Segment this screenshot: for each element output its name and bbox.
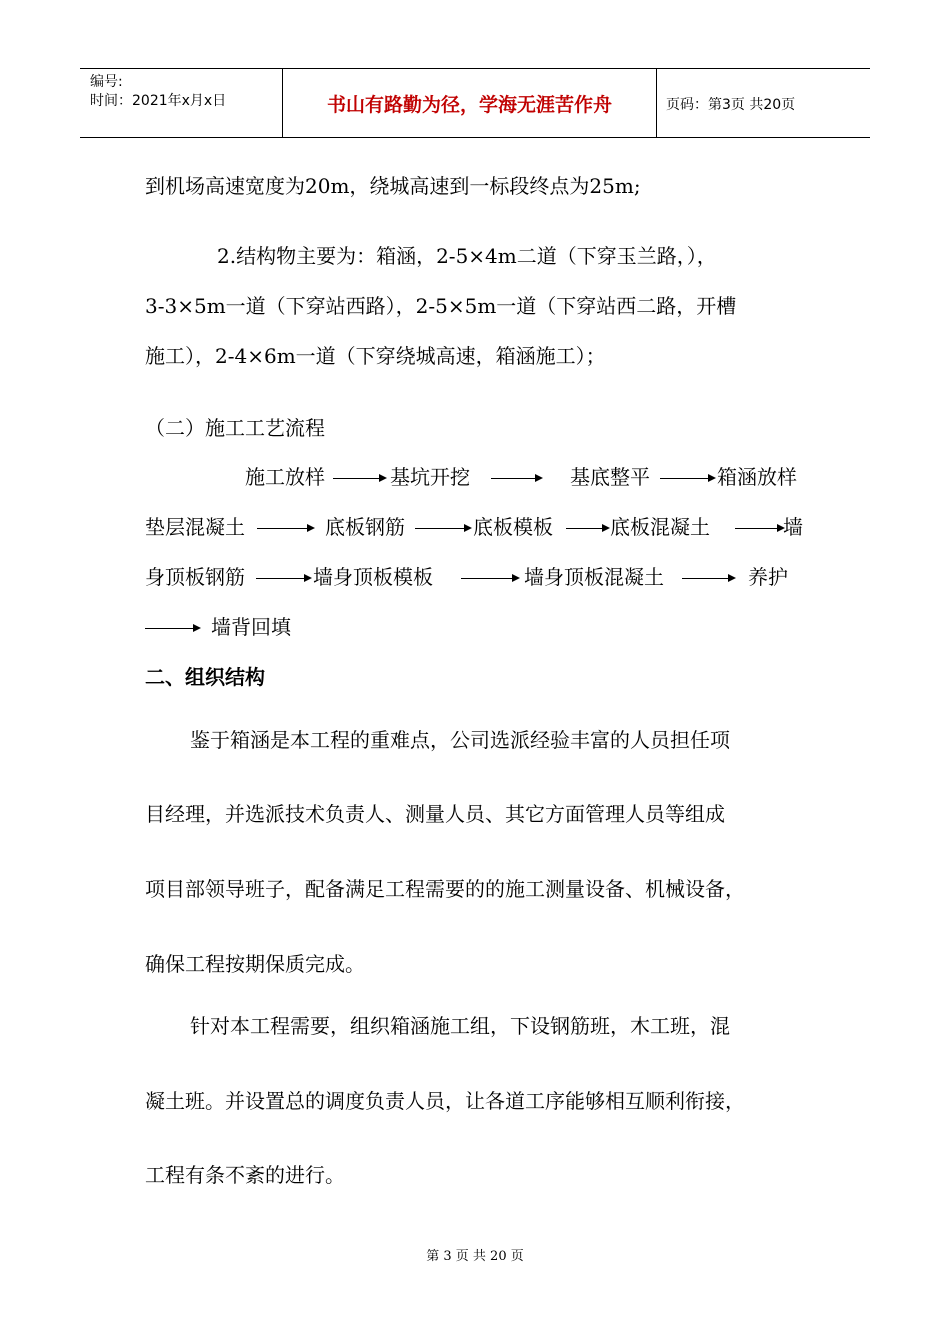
section-heading: 二、组织结构 <box>145 665 265 689</box>
flow-step: 墙 <box>783 515 803 539</box>
flow-step: 底板钢筋 <box>325 515 405 539</box>
flow-step: 施工放样 <box>245 465 325 489</box>
flow-step: 身顶板钢筋 <box>145 565 245 589</box>
paragraph-line: 凝土班。并设置总的调度负责人员，让各道工序能够相互顺利衔接， <box>145 1089 745 1113</box>
page-footer: 第 3 页 共 20 页 <box>426 1249 524 1264</box>
flow-step: 墙身顶板混凝土 <box>524 565 664 589</box>
flow-step: 箱涵放样 <box>717 465 797 489</box>
body-line: 3-3×5m一道（下穿站西路），2-5×5m一道（下穿站西二路，开槽 <box>145 294 737 318</box>
header-divider <box>656 69 657 137</box>
header-motto: 书山有路勤为径，学海无涯苦作舟 <box>326 94 612 116</box>
body-line: 施工），2-4×6m一道（下穿绕城高速，箱涵施工）； <box>145 344 606 368</box>
flow-arrow <box>682 578 734 579</box>
flow-arrow <box>491 478 541 479</box>
flow-step: 垫层混凝土 <box>145 515 245 539</box>
flow-step: 墙背回填 <box>211 615 291 639</box>
paragraph-line: 工程有条不紊的进行。 <box>145 1163 345 1187</box>
flow-arrow <box>257 528 313 529</box>
body-line: 到机场高速宽度为20m，绕城高速到一标段终点为25m; <box>145 174 641 198</box>
flow-arrow <box>461 578 518 579</box>
flow-arrow <box>735 528 783 529</box>
paragraph-line: 针对本工程需要，组织箱涵施工组，下设钢筋班，木工班，混 <box>190 1014 730 1038</box>
paragraph-line: 项目部领导班子，配备满足工程需要的的施工测量设备、机械设备， <box>145 877 745 901</box>
flow-arrow <box>660 478 714 479</box>
body-line: 2.结构物主要为：箱涵，2-5×4m二道（下穿玉兰路，）， <box>217 244 717 268</box>
doc-number-label: 编号: <box>90 74 123 90</box>
header-left-cell <box>90 73 226 111</box>
doc-time: 时间：2021年x月x日 <box>90 93 227 109</box>
flow-step: 墙身顶板模板 <box>313 565 433 589</box>
flow-step: 底板模板 <box>473 515 553 539</box>
flow-step: 基坑开挖 <box>390 465 470 489</box>
subheading: （二）施工工艺流程 <box>145 416 325 440</box>
paragraph-line: 目经理，并选派技术负责人、测量人员、其它方面管理人员等组成 <box>145 802 725 826</box>
flow-step: 养护 <box>748 565 788 589</box>
flow-step: 基底整平 <box>570 465 650 489</box>
paragraph-line: 鉴于箱涵是本工程的重难点，公司选派经验丰富的人员担任项 <box>190 728 730 752</box>
flow-arrow <box>566 528 608 529</box>
flow-arrow <box>333 478 385 479</box>
flow-step: 底板混凝土 <box>610 515 710 539</box>
header-table <box>80 68 870 138</box>
flow-arrow <box>256 578 310 579</box>
header-page-info: 页码：第3页 共20页 <box>666 97 796 113</box>
flow-arrow <box>415 528 470 529</box>
flow-arrow <box>145 628 199 629</box>
paragraph-line: 确保工程按期保质完成。 <box>145 952 365 976</box>
